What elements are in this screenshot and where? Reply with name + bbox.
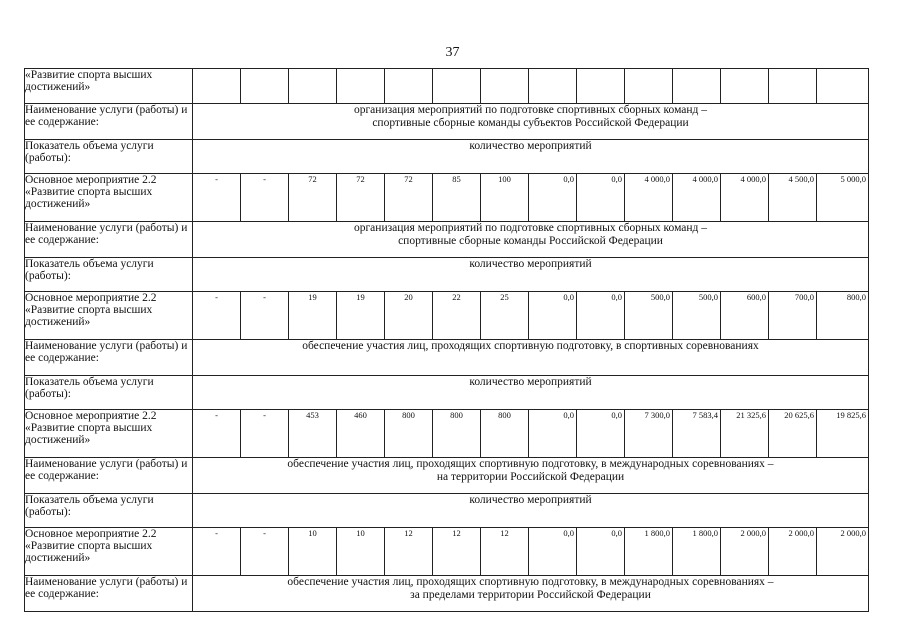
indicator-value: количество мероприятий — [193, 376, 869, 410]
value-cell: 0,0 — [577, 410, 625, 458]
value-cell: 800 — [481, 410, 529, 458]
value-cell: 0,0 — [529, 292, 577, 340]
service-row — [25, 458, 869, 494]
value-cell: 0,0 — [577, 174, 625, 222]
value-cell: 10 — [289, 528, 337, 576]
page-number: 37 — [445, 45, 460, 60]
value-cell: 10 — [337, 528, 385, 576]
indicator-value: количество мероприятий — [193, 494, 869, 528]
indicator-value: количество мероприятий — [193, 258, 869, 292]
value-cell: - — [241, 528, 289, 576]
value-cell: 5 000,0 — [817, 174, 869, 222]
program-table — [24, 68, 869, 612]
value-cell: 12 — [481, 528, 529, 576]
value-cell: 20 625,6 — [769, 410, 817, 458]
value-cell: 19 825,6 — [817, 410, 869, 458]
value-cell: 1 800,0 — [673, 528, 721, 576]
value-cell: 2 000,0 — [721, 528, 769, 576]
service-row — [25, 222, 869, 258]
value-cell: 22 — [433, 292, 481, 340]
event-label: Основное мероприятие 2.2 «Развитие спорта высших достижений» — [25, 292, 193, 340]
indicator-label: Показатель объема услуги (работы): — [25, 140, 193, 174]
service-description — [193, 104, 869, 140]
value-cell: 85 — [433, 174, 481, 222]
value-cell: 800 — [385, 410, 433, 458]
indicator-label: Показатель объема услуги (работы): — [25, 258, 193, 292]
value-cell: 600,0 — [721, 292, 769, 340]
value-cell: 100 — [481, 174, 529, 222]
service-description — [193, 576, 869, 612]
indicator-row — [25, 376, 869, 410]
service-row — [25, 104, 869, 140]
event-row — [25, 174, 869, 222]
event-label: Основное мероприятие 2.2 «Развитие спорта высших достижений» — [25, 410, 193, 458]
event-label: Основное мероприятие 2.2 «Развитие спорта высших достижений» — [25, 174, 193, 222]
value-cell: 700,0 — [769, 292, 817, 340]
value-cell: 2 000,0 — [817, 528, 869, 576]
service-label: Наименование услуги (работы) и ее содержание: — [25, 458, 193, 494]
value-cell: 500,0 — [625, 292, 673, 340]
service-line-2: спортивные сборные команды субъектов Российской Федерации — [372, 117, 689, 129]
value-cell: - — [241, 292, 289, 340]
value-cell: 453 — [289, 410, 337, 458]
event-row — [25, 292, 869, 340]
value-cell: - — [193, 174, 241, 222]
service-description — [193, 458, 869, 494]
value-cell: 1 800,0 — [625, 528, 673, 576]
value-cell: 0,0 — [529, 528, 577, 576]
service-line-2: за пределами территории Российской Федерации — [410, 589, 651, 601]
value-cell: 20 — [385, 292, 433, 340]
service-row — [25, 340, 869, 376]
value-cell: 19 — [289, 292, 337, 340]
indicator-row — [25, 140, 869, 174]
value-cell: 72 — [289, 174, 337, 222]
table-row — [25, 69, 869, 104]
indicator-row — [25, 494, 869, 528]
service-description — [193, 222, 869, 258]
service-line-1: обеспечение участия лиц, проходящих спортивную подготовку, в международных соревнованиях – — [287, 576, 774, 588]
service-description — [193, 340, 869, 376]
value-cell: 0,0 — [529, 174, 577, 222]
event-label: Основное мероприятие 2.2 «Развитие спорта высших достижений» — [25, 528, 193, 576]
value-cell: 0,0 — [577, 292, 625, 340]
value-cell: 21 325,6 — [721, 410, 769, 458]
indicator-value: количество мероприятий — [193, 140, 869, 174]
value-cell: 4 000,0 — [721, 174, 769, 222]
service-line-1: организация мероприятий по подготовке спортивных сборных команд – — [353, 104, 708, 116]
service-line-1: организация мероприятий по подготовке спортивных сборных команд – — [353, 222, 708, 234]
service-label: Наименование услуги (работы) и ее содержание: — [25, 222, 193, 258]
service-row — [25, 576, 869, 612]
service-line-2: на территории Российской Федерации — [436, 471, 625, 483]
value-cell: 4 500,0 — [769, 174, 817, 222]
value-cell: - — [241, 410, 289, 458]
value-cell: 500,0 — [673, 292, 721, 340]
event-label: «Развитие спорта высших достижений» — [25, 69, 193, 104]
value-cell: 4 000,0 — [673, 174, 721, 222]
value-cell: 12 — [385, 528, 433, 576]
value-cell: - — [193, 292, 241, 340]
value-cell: 4 000,0 — [625, 174, 673, 222]
service-line-1: обеспечение участия лиц, проходящих спортивную подготовку, в международных соревнованиях – — [287, 458, 774, 470]
value-cell: - — [193, 528, 241, 576]
value-cell: 72 — [385, 174, 433, 222]
value-cell: 12 — [433, 528, 481, 576]
value-cell: 19 — [337, 292, 385, 340]
value-cell: - — [241, 174, 289, 222]
value-cell: - — [193, 410, 241, 458]
service-label: Наименование услуги (работы) и ее содержание: — [25, 104, 193, 140]
indicator-label: Показатель объема услуги (работы): — [25, 376, 193, 410]
event-row — [25, 528, 869, 576]
value-cell: 25 — [481, 292, 529, 340]
value-cell: 800 — [433, 410, 481, 458]
indicator-row — [25, 258, 869, 292]
value-cell: 7 583,4 — [673, 410, 721, 458]
value-cell: 72 — [337, 174, 385, 222]
service-line-1: обеспечение участия лиц, проходящих спортивную подготовку, в спортивных соревнованиях — [302, 340, 759, 352]
service-label: Наименование услуги (работы) и ее содержание: — [25, 576, 193, 612]
value-cell: 0,0 — [529, 410, 577, 458]
indicator-label: Показатель объема услуги (работы): — [25, 494, 193, 528]
event-row — [25, 410, 869, 458]
service-line-2: спортивные сборные команды Российской Федерации — [398, 235, 663, 247]
value-cell: 0,0 — [577, 528, 625, 576]
value-cell: 460 — [337, 410, 385, 458]
value-cell: 2 000,0 — [769, 528, 817, 576]
service-label: Наименование услуги (работы) и ее содержание: — [25, 340, 193, 376]
value-cell: 7 300,0 — [625, 410, 673, 458]
value-cell: 800,0 — [817, 292, 869, 340]
